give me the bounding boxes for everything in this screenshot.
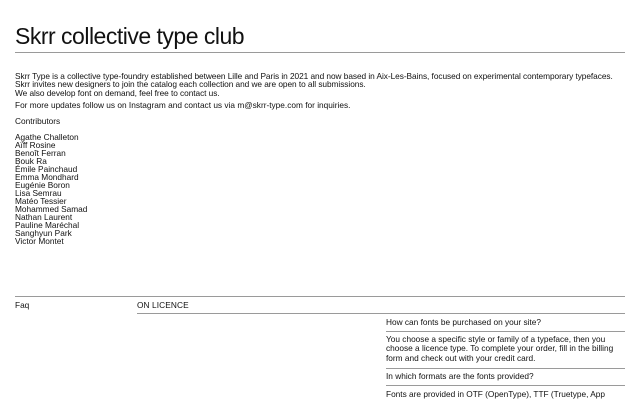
instagram-link[interactable]: Instagram — [128, 100, 166, 110]
updates-middle: and contact us via — [165, 100, 238, 110]
faq-label: Faq — [15, 300, 30, 310]
intro-text — [15, 72, 630, 97]
faq-question-divider — [386, 331, 625, 332]
contributor-name[interactable]: Eugénie Boron — [15, 180, 70, 190]
faq-divider — [15, 296, 625, 297]
faq-answer-line: form and check out with your credit card. — [386, 352, 536, 363]
contributor-name[interactable]: Sanghyun Park — [15, 228, 72, 238]
intro-line: Skrr invites new designers to join the catalog each collection and we are open to all submissions. — [15, 79, 366, 90]
intro-line: Skrr Type is a collective type-foundry established between Lille and Paris in 2021 and now based in Aix-Les-Bains, focused on experimental contemporary typefaces. — [15, 71, 613, 81]
faq-answer-line: choose a licence type. To complete your order, fill in the billing — [386, 343, 614, 354]
site-title[interactable]: Skrr collective type club — [15, 23, 245, 49]
contributors-list — [15, 133, 87, 245]
faq-section-divider — [137, 313, 625, 314]
contributor-name[interactable]: Benoît Ferran — [15, 148, 66, 158]
faq-answer: Fonts are provided in OTF (OpenType), TTF (Truetype, App — [386, 389, 606, 399]
contributor-name[interactable]: Mohammed Samad — [15, 204, 88, 214]
contributor-name[interactable]: Pauline Maréchal — [15, 220, 80, 230]
faq-question[interactable]: How can fonts be purchased on your site? — [386, 317, 541, 327]
faq-section-title[interactable]: ON LICENCE — [137, 300, 189, 310]
contributor-name[interactable]: Émile Painchaud — [15, 164, 78, 174]
email-link[interactable]: m@skrr-type.com — [237, 100, 303, 110]
contributor-name[interactable]: Nathan Laurent — [15, 212, 73, 222]
contributor-name[interactable]: Victor Montet — [15, 236, 64, 246]
contributor-name[interactable]: Emma Mondhard — [15, 172, 79, 182]
updates-suffix: for inquiries. — [302, 100, 351, 110]
contributors-heading: Contributors — [15, 116, 61, 126]
intro-line: We also develop font on demand, feel free to contact us. — [15, 87, 220, 98]
faq-answer-divider — [386, 368, 625, 369]
faq-question[interactable]: In which formats are the fonts provided? — [386, 371, 534, 381]
contributor-name[interactable]: Matéo Tessier — [15, 196, 67, 206]
updates-prefix: For more updates follow us on — [15, 100, 129, 110]
faq-answer — [386, 335, 626, 363]
contributor-name[interactable]: Aïff Rosine — [15, 140, 56, 150]
contributor-name[interactable]: Lisa Semrau — [15, 188, 62, 198]
title-divider — [15, 52, 625, 53]
faq-question-divider — [386, 385, 625, 386]
contributor-name[interactable]: Agathe Challeton — [15, 132, 79, 142]
contributor-name[interactable]: Bouk Ra — [15, 156, 47, 166]
updates-text — [15, 101, 350, 110]
faq-answer-line: You choose a specific style or family of a typeface, then you — [386, 334, 606, 344]
